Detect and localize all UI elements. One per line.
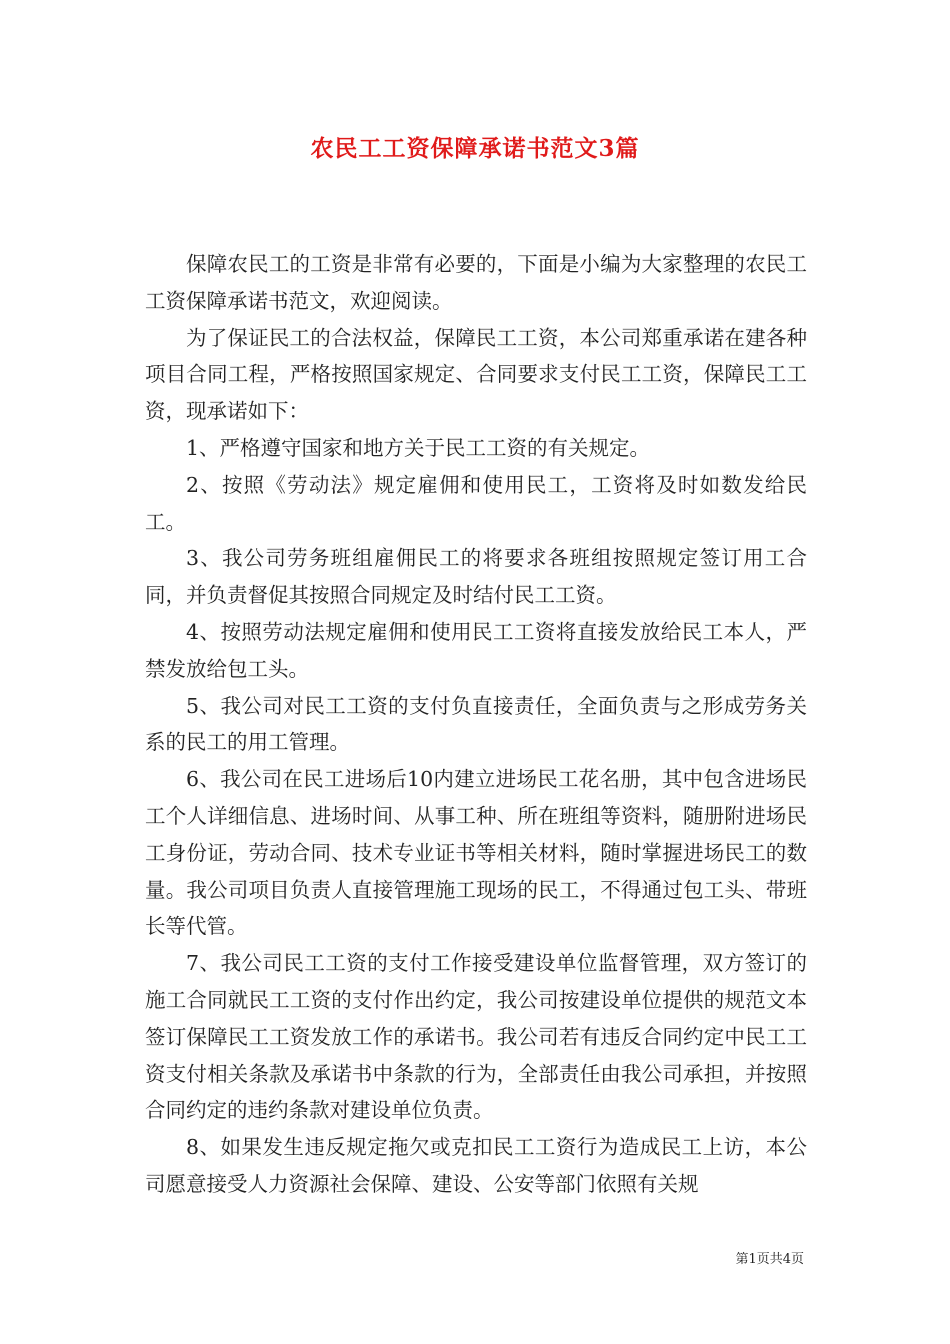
commitment-item-4: 4、按照劳动法规定雇佣和使用民工工资将直接发放给民工本人，严禁发放给包工头。 [145,619,807,681]
commitment-item-2: 2、按照《劳动法》规定雇佣和使用民工，工资将及时如数发给民工。 [145,472,807,534]
commitment-item-8: 8、如果发生违反规定拖欠或克扣民工工资行为造成民工上访，本公司愿意接受人力资源社会保障、建设、公安等部门依照有关规 [145,1135,807,1196]
document-title: 农民工工资保障承诺书范文3篇 [310,135,640,162]
commitment-item-1: 1、严格遵守国家和地方关于民工工资的有关规定。 [186,435,651,460]
document-body [145,246,807,1203]
intro-paragraph: 保障农民工的工资是非常有必要的，下面是小编为大家整理的农民工工资保障承诺书范文，欢迎阅读。 [145,252,807,313]
commitment-item-6: 6、我公司在民工进场后10内建立进场民工花名册，其中包含进场民工个人详细信息、进场时间、从事工种、所在班组等资料，随册附进场民工身份证，劳动合同、技术专业证书等相关材料，随时掌握进场民工的数量。我公司项目负责人直接管理施工现场的民工，不得通过包工头、带班长等代管。 [145,767,807,939]
page-number: 第1页共4页 [735,1252,804,1267]
commitment-item-3: 3、我公司劳务班组雇佣民工的将要求各班组按照规定签订用工合同，并负责督促其按照合同规定及时结付民工工资。 [145,546,807,608]
commitment-item-5: 5、我公司对民工工资的支付负直接责任，全面负责与之形成劳务关系的民工的用工管理。 [145,693,807,755]
commitment-preamble: 为了保证民工的合法权益，保障民工工资，本公司郑重承诺在建各种项目合同工程，严格按照国家规定、合同要求支付民工工资，保障民工工资，现承诺如下： [145,325,807,424]
commitment-item-7: 7、我公司民工工资的支付工作接受建设单位监督管理，双方签订的施工合同就民工工资的支付作出约定，我公司按建设单位提供的规范文本签订保障民工工资发放工作的承诺书。我公司若有违反合同约定中民工工资支付相关条款及承诺书中条款的行为，全部责任由我公司承担，并按照合同约定的违约条款对建设单位负责。 [145,951,807,1123]
